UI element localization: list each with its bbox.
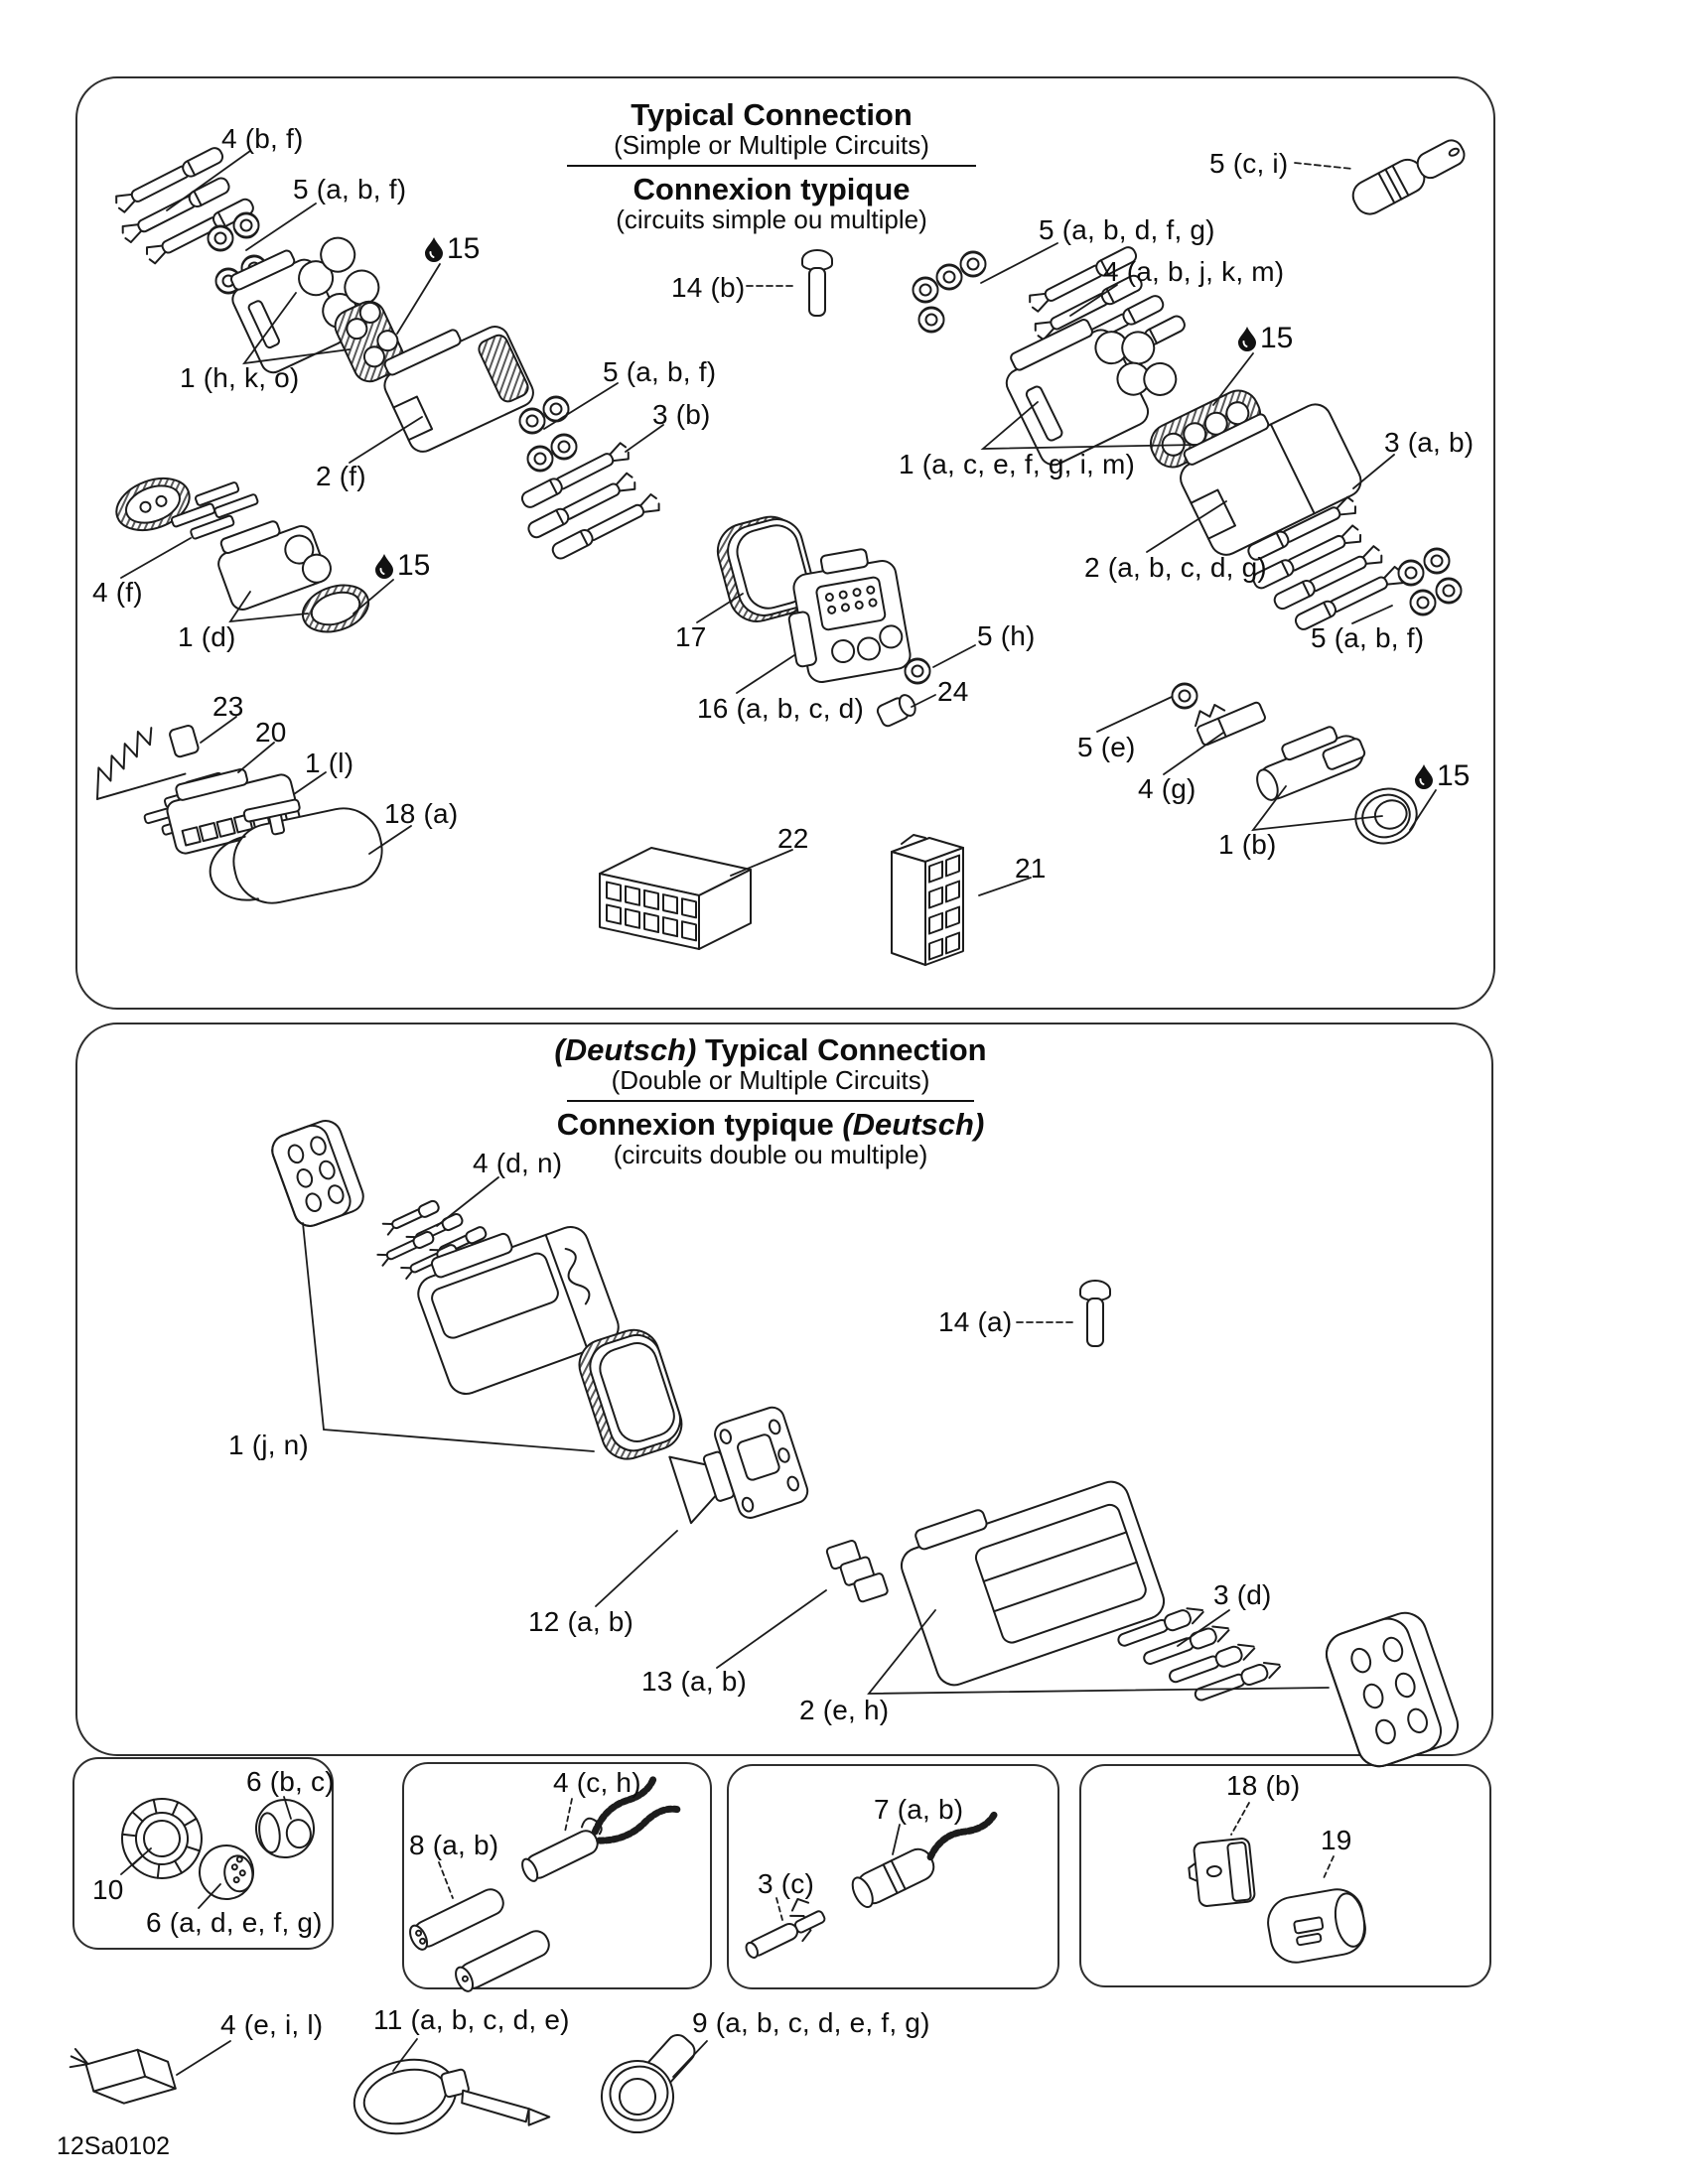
part-label-1b: 1 (b) — [1218, 829, 1277, 860]
panel2-title-en-sub: (Double or Multiple Circuits) — [611, 1065, 930, 1095]
part-label-5abf-mid: 5 (a, b, f) — [603, 356, 717, 387]
part-label-1d: 1 (d) — [178, 621, 236, 652]
lubricant-marker — [374, 549, 430, 583]
lubricant-marker — [1237, 322, 1293, 355]
part-nut-10 — [115, 1792, 210, 1886]
part-seal-5e — [1173, 684, 1197, 709]
part-label-13ab: 13 (a, b) — [641, 1666, 748, 1697]
lubricant-drop-icon — [1414, 763, 1434, 790]
part-lock-18b — [1187, 1838, 1255, 1907]
part-label-18b: 18 (b) — [1226, 1770, 1301, 1801]
part-seal-1jn — [573, 1323, 688, 1465]
lubricant-drop-icon — [424, 236, 444, 263]
part-seal-5ci — [1347, 133, 1470, 219]
part-label-20: 20 — [255, 717, 287, 748]
part-label-5ci: 5 (c, i) — [1209, 148, 1289, 179]
part-label-5abdfg: 5 (a, b, d, f, g) — [1039, 214, 1215, 245]
figure-code: 12Sa0102 — [57, 2132, 171, 2160]
part-label-4ch: 4 (c, h) — [553, 1767, 641, 1798]
lubricant-marker — [424, 232, 480, 266]
part-terminal-4g — [1191, 689, 1266, 747]
panel1-title — [493, 98, 1050, 233]
part-label-24: 24 — [937, 676, 969, 707]
part-label-1jn: 1 (j, n) — [228, 1430, 309, 1460]
panel1-title-fr: Connexion typique — [633, 172, 911, 206]
lubricant-number: 15 — [1437, 759, 1471, 792]
part-label-7ab: 7 (a, b) — [874, 1794, 964, 1825]
part-label-2eh: 2 (e, h) — [799, 1695, 890, 1725]
part-seals-5abf-mid — [520, 397, 577, 472]
part-pad-2eh — [1321, 1607, 1464, 1772]
part-label-3c: 3 (c) — [758, 1868, 814, 1899]
part-housing-21 — [892, 835, 963, 965]
part-label-1acefgim: 1 (a, c, e, f, g, i, m) — [899, 449, 1135, 479]
part-label-9abcdefg: 9 (a, b, c, d, e, f, g) — [692, 2007, 930, 2038]
lubricant-drop-icon — [1237, 326, 1257, 352]
part-label-2abcdg: 2 (a, b, c, d, g) — [1084, 552, 1267, 583]
part-label-16abcd: 16 (a, b, c, d) — [697, 693, 864, 724]
part-label-4eil: 4 (e, i, l) — [220, 2009, 324, 2040]
part-housing-22 — [600, 848, 751, 949]
part-label-12ab: 12 (a, b) — [528, 1606, 634, 1637]
part-label-11abcde: 11 (a, b, c, d, e) — [373, 2004, 570, 2035]
lubricant-drop-icon — [374, 553, 394, 580]
part-label-23: 23 — [212, 691, 244, 722]
part-label-21: 21 — [1015, 853, 1047, 884]
panel2-title-en: (Deutsch) Typical Connection — [554, 1032, 987, 1067]
part-label-1l: 1 (l) — [305, 748, 354, 778]
part-plugs-8ab — [407, 1885, 553, 1993]
part-label-4abjkm: 4 (a, b, j, k, m) — [1103, 256, 1285, 287]
part-label-4g: 4 (g) — [1138, 773, 1196, 804]
part-seal-ring-1b — [1348, 781, 1424, 852]
part-label-19: 19 — [1321, 1825, 1352, 1855]
part-label-4f: 4 (f) — [92, 577, 143, 608]
part-terminal-3c — [736, 1892, 829, 1965]
part-label-8ab: 8 (a, b) — [409, 1830, 499, 1860]
part-pad-1jn — [268, 1117, 367, 1231]
part-cap-6adefg — [197, 1843, 257, 1903]
part-label-6adefg: 6 (a, d, e, f, g) — [146, 1907, 323, 1938]
part-seals-5abdfg — [914, 252, 986, 333]
part-seals-5abf-right — [1399, 549, 1462, 615]
part-label-22: 22 — [777, 823, 809, 854]
lubricant-number: 15 — [447, 232, 481, 265]
part-pin-14a — [1080, 1281, 1110, 1346]
part-lock-13ab — [826, 1535, 889, 1607]
part-connector-7ab — [849, 1812, 1007, 1910]
part-label-2f: 2 (f) — [316, 461, 366, 491]
part-label-5abf-right: 5 (a, b, f) — [1311, 622, 1425, 653]
part-connector-2eh — [892, 1462, 1169, 1690]
part-cable-tie-11 — [347, 2029, 550, 2165]
part-label-1hko: 1 (h, k, o) — [180, 362, 300, 393]
part-wedge-12ab — [664, 1405, 810, 1537]
part-label-14b: 14 (b) — [671, 272, 746, 303]
part-label-3ab: 3 (a, b) — [1384, 427, 1475, 458]
part-seal-4f — [109, 469, 197, 539]
part-plug-24 — [876, 693, 918, 729]
part-ring-terminal-9 — [592, 2027, 711, 2137]
panel1-title-en: Typical Connection — [631, 97, 913, 132]
title-divider — [567, 165, 976, 167]
part-boot-19 — [1264, 1885, 1369, 1967]
lubricant-number: 15 — [1260, 322, 1294, 354]
panel2-title-fr-sub: (circuits double ou multiple) — [613, 1140, 928, 1169]
part-seal-5h — [906, 659, 930, 684]
part-label-6bc: 6 (b, c) — [246, 1766, 335, 1797]
part-label-17: 17 — [675, 621, 707, 652]
part-label-5abf-left: 5 (a, b, f) — [293, 174, 407, 205]
part-label-14a: 14 (a) — [938, 1306, 1013, 1337]
part-label-18a: 18 (a) — [384, 798, 459, 829]
part-label-10: 10 — [92, 1874, 124, 1905]
part-label-5h: 5 (h) — [977, 620, 1036, 651]
part-label-3b: 3 (b) — [652, 399, 711, 430]
lubricant-number: 15 — [397, 549, 431, 582]
title-divider — [567, 1100, 974, 1102]
part-pin-14b — [802, 250, 832, 316]
part-terminal-4eil — [66, 2025, 175, 2115]
part-label-4dn: 4 (d, n) — [473, 1148, 563, 1178]
part-label-5e: 5 (e) — [1077, 732, 1136, 762]
lubricant-marker — [1414, 759, 1470, 793]
panel2-title-fr: Connexion typique (Deutsch) — [556, 1107, 985, 1142]
part-connector-1b — [1247, 718, 1368, 803]
panel1-title-en-sub: (Simple or Multiple Circuits) — [614, 130, 929, 160]
part-label-3d: 3 (d) — [1213, 1579, 1272, 1610]
part-cap-6bc — [252, 1796, 318, 1861]
part-label-4bf: 4 (b, f) — [221, 123, 304, 154]
panel1-title-fr-sub: (circuits simple ou multiple) — [616, 205, 927, 234]
